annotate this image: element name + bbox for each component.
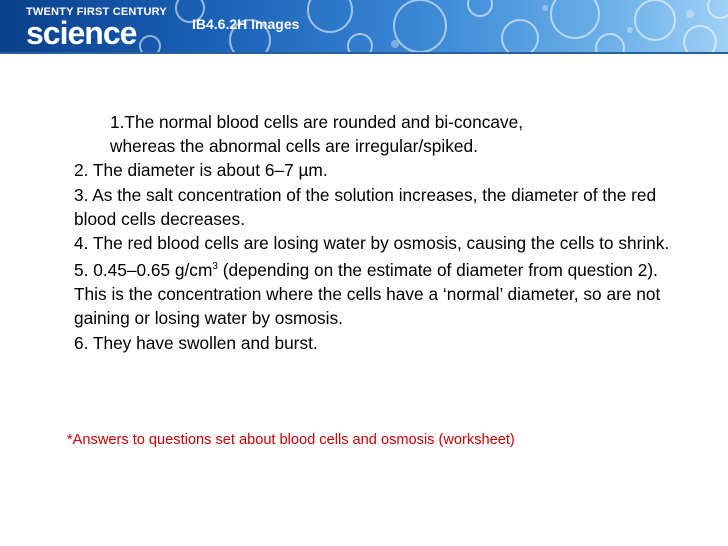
logo-top-text: TWENTY FIRST CENTURY: [26, 6, 167, 18]
answer-6: 6. They have swollen and burst.: [74, 332, 318, 353]
header-divider: [0, 52, 728, 54]
answer-1-line-2: whereas the abnormal cells are irregular/spiked.: [110, 136, 478, 157]
answer-5-superscript: 3: [212, 261, 218, 273]
answer-5: [74, 255, 674, 330]
answer-3: 3. As the salt concentration of the solution increases, the diameter of the red blood cells decreases.: [74, 184, 657, 229]
answer-1-line-1: 1.The normal blood cells are rounded and bi-concave,: [110, 112, 524, 132]
logo-main-text: science: [26, 15, 137, 51]
answers-list: [74, 110, 674, 355]
header-banner: [0, 0, 728, 52]
answer-4: 4. The red blood cells are losing water by osmosis, causing the cells to shrink.: [74, 233, 670, 254]
footnote: *Answers to questions set about blood cells and osmosis (worksheet): [67, 432, 515, 448]
answer-5-rest: (depending on the estimate of diameter from question 2). This is the concentration where the cells have a ‘normal’ diameter, so are not gaining or losing water by osmosis.: [74, 259, 661, 329]
answer-5-prefix: 5. 0.45–0.65 g/cm: [74, 259, 213, 280]
science-logo: [26, 6, 167, 51]
answer-2: 2. The diameter is about 6–7 µm.: [74, 160, 328, 181]
slide-title: IB4.6.2H Images: [192, 16, 300, 32]
